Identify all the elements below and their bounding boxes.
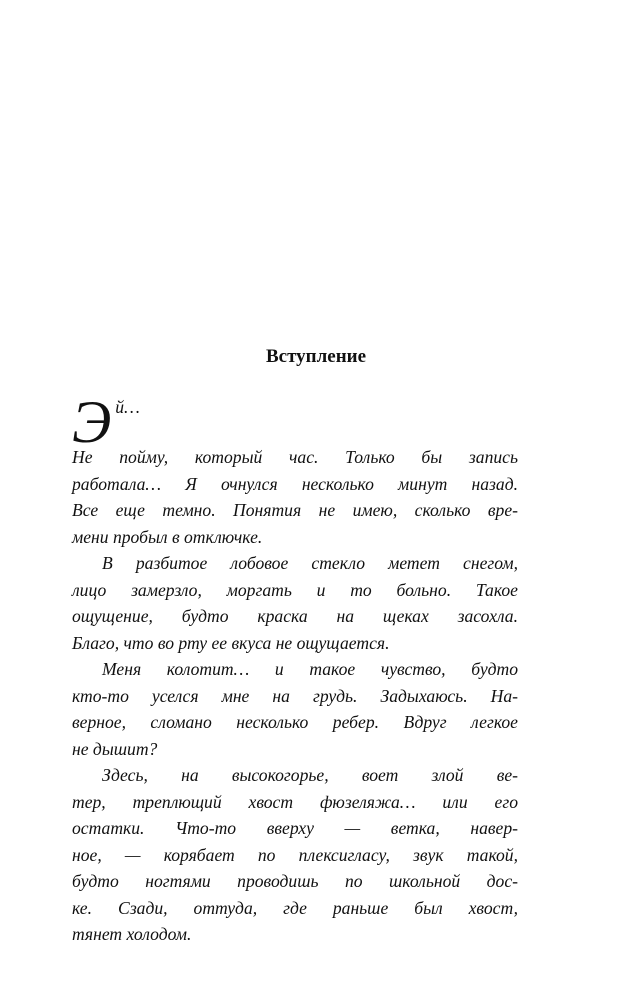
text-line: Меня колотит… и такое чувство, будто xyxy=(102,659,518,679)
text-line: кто-то уселся мне на грудь. Задыхаюсь. На- xyxy=(72,685,518,706)
text-line: работала… Я очнулся несколько минут назад. xyxy=(72,473,518,494)
text-line: верное, сломано несколько ребер. Вдруг легкое xyxy=(72,712,518,732)
text-line: будто ногтями проводишь по школьной дос- xyxy=(72,871,518,891)
text-line: ке. Сзади, оттуда, где раньше был хвост, xyxy=(72,897,518,918)
text-line: Здесь, на высокогорье, воет злой ве- xyxy=(102,765,518,785)
paragraph-4 xyxy=(72,762,518,948)
text-line: ощущение, будто краска на щеках засохла. xyxy=(72,606,518,626)
paragraph-3 xyxy=(72,656,518,762)
text-line: тер, треплющий хвост фюзеляжа… или его xyxy=(72,791,518,812)
paragraph-2 xyxy=(72,550,518,656)
text-line: лицо замерзло, моргать и то больно. Такое xyxy=(72,579,518,600)
text-line: й… xyxy=(115,397,140,417)
text-line: не дышит? xyxy=(72,738,158,759)
text-line: Благо, что во рту ее вкуса не ощущается. xyxy=(72,632,390,653)
text-line: Не пойму, который час. Только бы запись xyxy=(72,447,518,467)
chapter-title: Вступление xyxy=(265,346,367,367)
text-line: ное, — корябает по плексигласу, звук такой, xyxy=(72,844,518,865)
drop-cap: Э xyxy=(72,389,112,455)
text-line: В разбитое лобовое стекло метет снегом, xyxy=(102,553,518,573)
body-text xyxy=(72,389,518,948)
text-line: мени пробыл в отключке. xyxy=(72,526,263,547)
text-line: Все еще темно. Понятия не имею, сколько вре- xyxy=(72,500,518,520)
paragraph-1 xyxy=(72,389,518,550)
text-line: тянет холодом. xyxy=(72,924,192,944)
text-line: остатки. Что-то вверху — ветка, навер- xyxy=(72,818,518,838)
